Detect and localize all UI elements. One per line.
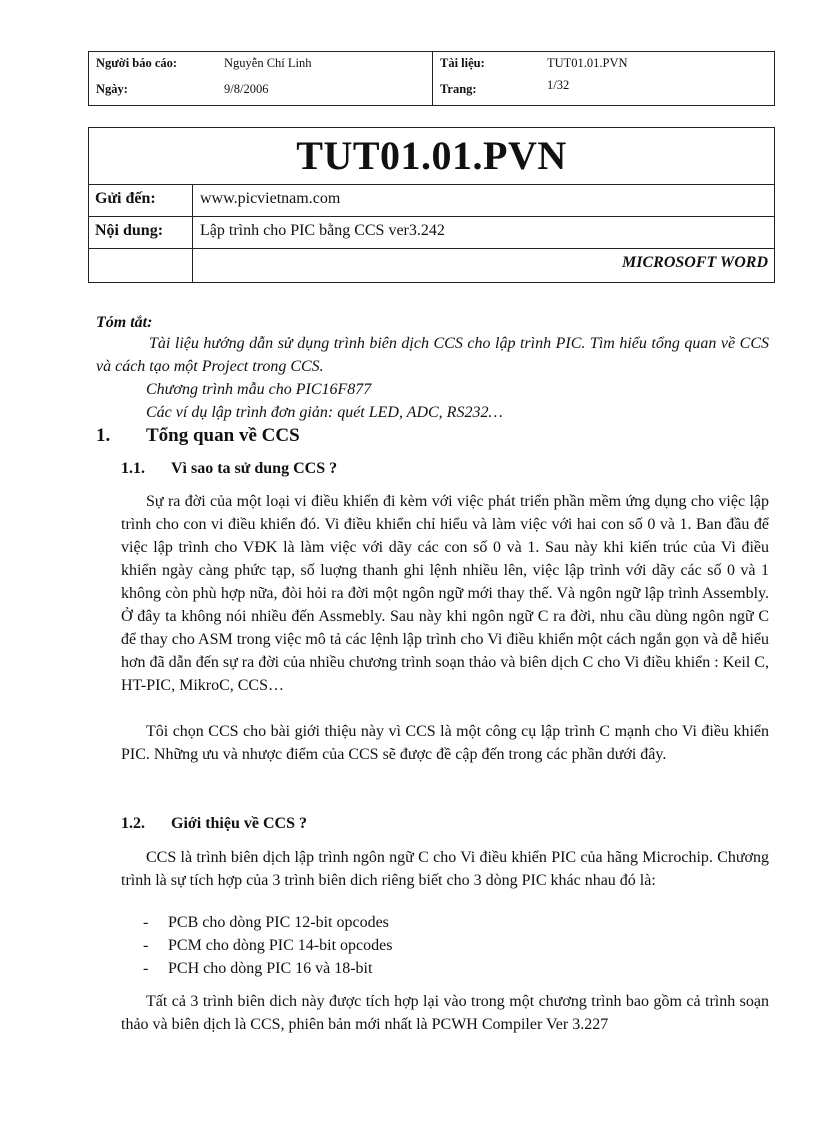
- section-1-number: 1.: [96, 425, 111, 446]
- list-item: [0, 960, 816, 983]
- reporter-label: Người báo cáo:: [96, 56, 178, 70]
- content-value: Lập trình cho PIC bằng CCS ver3.242: [200, 222, 445, 239]
- report-header-table: [88, 51, 775, 106]
- list-item-text: PCH cho dòng PIC 16 và 18-bit: [168, 960, 373, 977]
- section-1-1-number: 1.1.: [121, 460, 145, 477]
- column-divider: [192, 184, 193, 282]
- section-1-1-paragraph-1: Sự ra đời của một loại vi điều khiển đi kèm với việc phát triển phần mềm ứng dụng cho việc lập trình cho con vi điều khiển đó. Vi điều khiển chỉ hiểu và làm việc với hai con số 0 và 1. Ban đầu để việc lập trình cho VĐK là làm việc với dãy các con số 0 và 1. Sau này khi kiến trúc của Vi điều khiển ngày càng phức tạp, số luợng thanh ghi lệnh nhiều lên, việc lập trình với dãy các số 0 và 1 không còn phù hợp nữa, đòi hỏi ra đời một ngôn ngữ mới thay thế. Và ngôn ngữ lập trình Assembly. Ở đây ta không nói nhiều đến Assmebly. Sau này khi ngôn ngữ C ra đời, nhu cầu dùng ngôn ngữ C để thay cho ASM trong việc mô tả các lệnh lập trình cho Vi điều khiển một cách ngắn gọn và dễ hiểu hơn đã dẫn đến sự ra đời của nhiều chương trình soạn thảo và biên dịch C cho Vi điều khiển : Keil C, HT-PIC, MikroC, CCS…: [121, 493, 769, 694]
- date-value: 9/8/2006: [224, 82, 269, 96]
- list-dash: -: [143, 960, 149, 977]
- date-label: Ngày:: [96, 82, 128, 96]
- reporter-value: Nguyễn Chí Linh: [224, 56, 312, 70]
- list-item-text: PCB cho dòng PIC 12-bit opcodes: [168, 914, 389, 931]
- doc-label: Tài liệu:: [440, 56, 485, 70]
- summary-line-1: Tài liệu hướng dẫn sử dụng trình biên dịch CCS cho lập trình PIC. Tìm hiểu tổng quan về CCS và cách tạo một Project trong CCS.: [96, 335, 769, 375]
- section-1-title: Tổng quan về CCS: [146, 425, 300, 446]
- list-item-text: PCM cho dòng PIC 14-bit opcodes: [168, 937, 393, 954]
- header-divider: [432, 52, 433, 105]
- title-block: [88, 127, 775, 283]
- list-dash: -: [143, 937, 149, 954]
- list-item: [0, 937, 816, 960]
- doc-value: TUT01.01.PVN: [547, 56, 628, 70]
- to-value: www.picvietnam.com: [200, 190, 341, 207]
- to-label: Gửi đến:: [95, 190, 156, 207]
- format-tag: MICROSOFT WORD: [622, 254, 768, 271]
- content-label: Nội dung:: [95, 222, 164, 239]
- section-1-1-paragraph-2: Tôi chọn CCS cho bài giới thiệu này vì CCS là một công cụ lập trình C mạnh cho Vi điều khiển PIC. Những ưu và nhược điểm của CCS sẽ được đề cập đến trong các phần dưới đây.: [121, 723, 769, 763]
- section-1-2-paragraph-2: Tất cả 3 trình biên dich này được tích hợp lại vào trong một chương trình bao gồm cả trình soạn thảo và biên dịch là CCS, phiên bản mới nhất là PCWH Compiler Ver 3.227: [121, 993, 769, 1033]
- section-1-1-title: Vì sao ta sử dung CCS ?: [171, 460, 338, 477]
- section-1-2-paragraph-1: CCS là trình biên dịch lập trình ngôn ngữ C cho Vi điều khiển PIC của hãng Microchip. Chương trình là sự tích hợp của 3 trình biên dich riêng biết cho 3 dòng PIC khác nhau đó là:: [121, 849, 769, 889]
- page-value: 1/32: [547, 78, 570, 92]
- list-item: [0, 914, 816, 937]
- summary-line-2: Chương trình mẫu cho PIC16F877: [146, 381, 372, 398]
- list-dash: -: [143, 914, 149, 931]
- summary-label: Tóm tắt:: [96, 314, 153, 331]
- section-1-2-number: 1.2.: [121, 815, 145, 832]
- section-1-2-title: Giới thiệu về CCS ?: [171, 815, 307, 832]
- document-title: TUT01.01.PVN: [296, 133, 567, 178]
- page-label: Trang:: [440, 82, 477, 96]
- summary-line-3: Các ví dụ lập trình đơn giản: quét LED, ADC, RS232…: [146, 404, 503, 421]
